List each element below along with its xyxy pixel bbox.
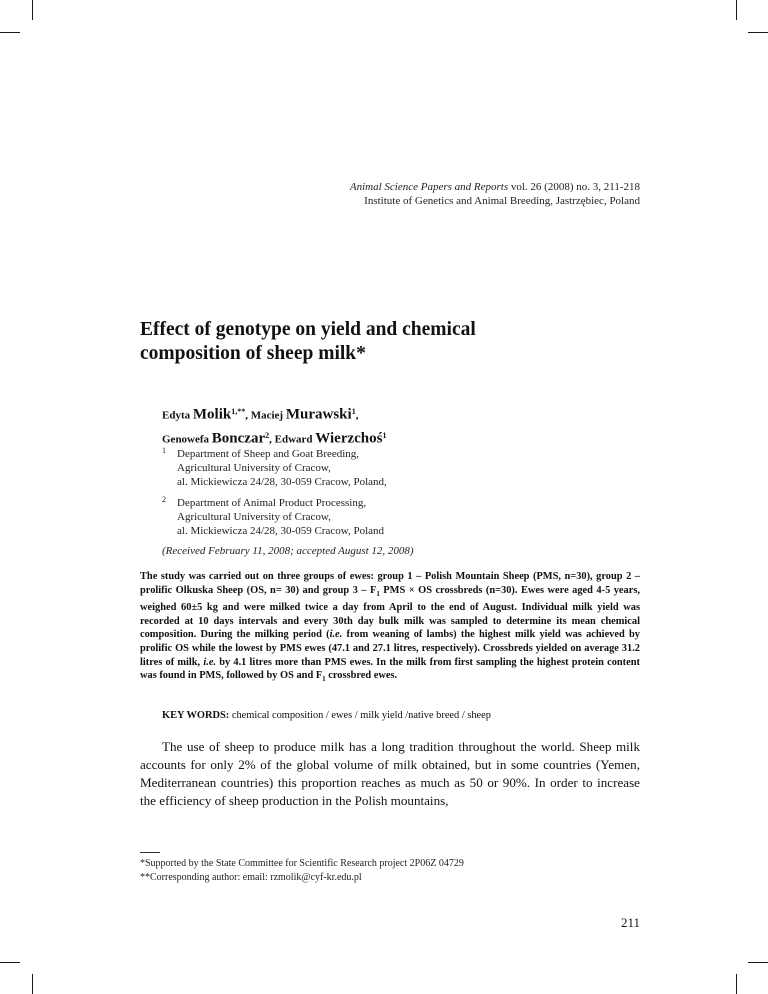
author-surname: Wierzchoś [315, 430, 383, 447]
affiliation-line: Department of Sheep and Goat Breeding, [177, 448, 360, 460]
journal-header [350, 180, 640, 208]
footnote-rule [140, 852, 160, 853]
author-surname: Bonczar [211, 430, 266, 447]
footnote-funding: *Supported by the State Committee for Scientific Research project 2P06Z 04729 [140, 858, 464, 869]
abstract-italic: i.e. [203, 656, 217, 668]
affiliation-line: Department of Animal Product Processing, [177, 497, 367, 509]
abstract-italic: i.e. [329, 629, 343, 641]
affiliation [162, 496, 384, 538]
subscript: 1 [322, 675, 326, 684]
affiliation-line: Agricultural University of Cracow, [177, 462, 331, 474]
crop-mark [0, 962, 20, 963]
affiliation-number: 1 [162, 446, 166, 455]
abstract-text: crossbred ewes. [325, 670, 398, 682]
abstract-text: from weaning of lambs) the highest milk yield was achieved by prolific OS while the lowest by PMS ewes (47.1 and 27.1 litres, respectively). Crossbreds yielded on average 31.2 litres of milk, [140, 629, 640, 668]
abstract-text: by 4.1 litres more than PMS ewes. In the milk from first sampling the highest protein content was found in PMS, followed by OS and F [140, 656, 640, 682]
crop-mark [748, 32, 768, 33]
affiliation [162, 447, 387, 489]
author-list [162, 402, 387, 449]
author-given-name: Genowefa [162, 433, 212, 446]
affiliation-line: al. Mickiewicza 24/28, 30-059 Cracow, Poland, [177, 476, 387, 488]
subscript: 1 [376, 589, 380, 598]
crop-mark [736, 974, 737, 994]
body-text [140, 738, 640, 810]
affiliation-line: Agricultural University of Cracow, [177, 511, 331, 523]
author-affiliation-mark: 1,** [231, 407, 246, 416]
author-line-1: Edyta Molik$^{1,**}$, Maciej Murawski$^1$, [162, 406, 359, 423]
received-dates: (Received February 11, 2008; accepted August 12, 2008) [162, 545, 414, 557]
page-number: 211 [620, 915, 640, 930]
keywords-label: KEY WORDS: [162, 710, 230, 721]
crop-mark [0, 32, 20, 33]
abstract [140, 570, 640, 687]
author-given-name: Edyta [162, 409, 193, 422]
journal-details: vol. 26 (2008) no. 3, 211-218 [510, 181, 640, 193]
title-line-1: Effect of genotype on yield and chemical [140, 319, 476, 340]
journal-citation [350, 180, 640, 194]
journal-institute: Institute of Genetics and Animal Breeding, Jastrzębiec, Poland [364, 195, 640, 207]
keywords [162, 710, 491, 721]
crop-mark [32, 974, 33, 994]
affiliation-number: 2 [162, 495, 166, 504]
title-line-2: composition of sheep milk* [140, 343, 366, 364]
author-given-name: Maciej [250, 409, 286, 422]
footnotes [140, 857, 464, 885]
abstract-text: The study was carried out on three groups of ewes: group 1 – Polish Mountain Sheep (PMS, n=30), group 2 – prolific Olkuska Sheep (OS, n= 30) and group 3 – F [140, 571, 640, 596]
body-paragraph: The use of sheep to produce milk has a long tradition throughout the world. Sheep milk accounts for only 2% of the global volume of milk obtained, but in some countries (Yemen, Mediterranean countries) this proportion reaches as much as 50 or 90%. In order to increase the efficiency of sheep production in the Polish mountains, [140, 739, 640, 808]
keywords-text: chemical composition / ewes / milk yield /native breed / sheep [229, 710, 491, 721]
author-affiliation-mark: 1 [382, 430, 387, 440]
crop-mark [32, 0, 33, 20]
article-title [140, 318, 660, 366]
author-line-2: Genowefa Bonczar$^2$, Edward Wierzchoś$^1$ [162, 430, 387, 447]
crop-mark [748, 962, 768, 963]
author-surname: Murawski [285, 406, 352, 423]
abstract-text: PMS × OS crossbreds (n=30). Ewes were aged 4-5 years, weighed 60±5 kg and were milked twice a day from April to the end of August. Individual milk yield was recorded at 10 days intervals and every 30th day bulk milk was sampled to determine its mean chemical composition. During the milking period ( [140, 584, 640, 641]
journal-name: Animal Science Papers and Reports [349, 181, 509, 193]
crop-mark [736, 0, 737, 20]
author-given-name: Edward [274, 433, 316, 446]
author-affiliation-mark: 2 [265, 430, 270, 440]
author-affiliation-mark: 1 [351, 407, 356, 416]
footnote-corresponding-author: **Corresponding author: email: rzmolik@cyf-kr.edu.pl [140, 872, 362, 883]
affiliation-line: al. Mickiewicza 24/28, 30-059 Cracow, Poland [177, 525, 385, 537]
author-surname: Molik [192, 406, 232, 423]
